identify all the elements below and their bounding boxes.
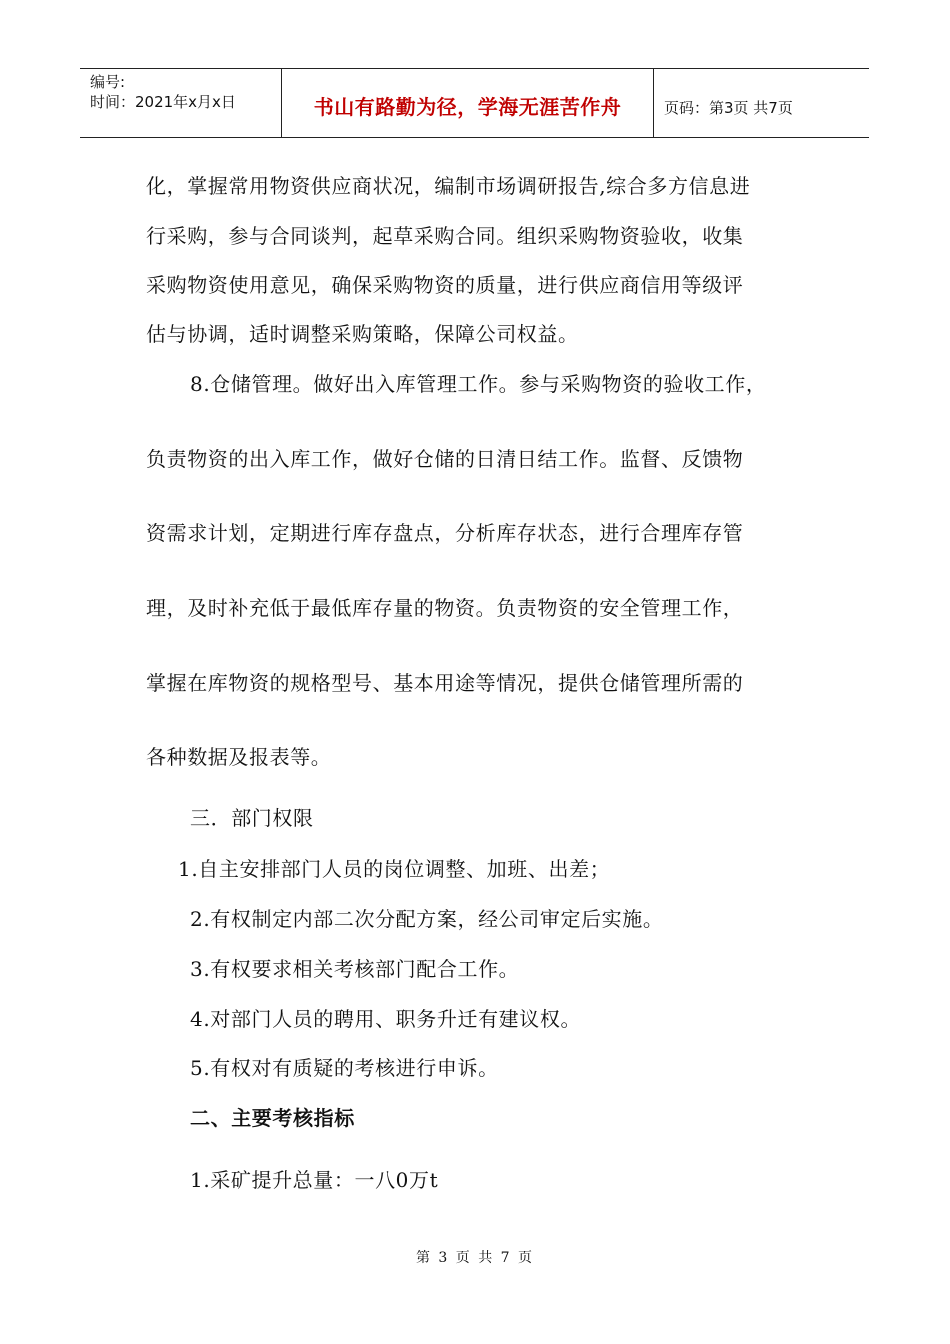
- section-heading: 三．部门权限: [190, 806, 314, 830]
- header-meta-cell: [80, 69, 282, 137]
- page-footer: 第 3 页 共 7 页: [415, 1250, 535, 1266]
- list-item: 1.自主安排部门人员的岗位调整、加班、出差；: [178, 857, 611, 881]
- paragraph-line: 各种数据及报表等。: [146, 745, 332, 769]
- page-info: 页码：第3页 共7页: [664, 98, 793, 117]
- header-table: [80, 68, 869, 138]
- header-motto-cell: [282, 69, 654, 137]
- paragraph-line: 掌握在库物资的规格型号、基本用途等情况，提供仓储管理所需的: [146, 671, 744, 695]
- list-item: 5.有权对有质疑的考核进行申诉。: [190, 1056, 499, 1080]
- list-item: 4.对部门人员的聘用、职务升迁有建议权。: [190, 1007, 582, 1031]
- paragraph-line: 行采购，参与合同谈判，起草采购合同。组织采购物资验收，收集: [146, 224, 744, 248]
- paragraph-line: 负责物资的出入库工作，做好仓储的日清日结工作。监督、反馈物: [146, 447, 744, 471]
- paragraph-line: 化，掌握常用物资供应商状况，编制市场调研报告,综合多方信息进: [146, 174, 751, 198]
- paragraph-line: 采购物资使用意见，确保采购物资的质量，进行供应商信用等级评: [146, 273, 744, 297]
- paragraph-line: 资需求计划，定期进行库存盘点，分析库存状态，进行合理库存管: [146, 521, 744, 545]
- list-item: 1.采矿提升总量：一八0万t: [190, 1168, 439, 1192]
- date-label: 时间：2021年x月x日: [90, 93, 236, 111]
- paragraph-line: 理，及时补充低于最低库存量的物资。负责物资的安全管理工作，: [146, 596, 744, 620]
- doc-number-label: 编号:: [90, 73, 126, 91]
- section-heading: 二、主要考核指标: [190, 1106, 355, 1130]
- paragraph-line: 8.仓储管理。做好出入库管理工作。参与采购物资的验收工作，: [190, 372, 767, 396]
- paragraph-line: 估与协调，适时调整采购策略，保障公司权益。: [146, 322, 579, 346]
- motto-text: 书山有路勤为径，学海无涯苦作舟: [313, 94, 622, 119]
- header-page-cell: [654, 73, 869, 141]
- list-item: 3.有权要求相关考核部门配合工作。: [190, 957, 520, 981]
- list-item: 2.有权制定内部二次分配方案，经公司审定后实施。: [190, 907, 664, 931]
